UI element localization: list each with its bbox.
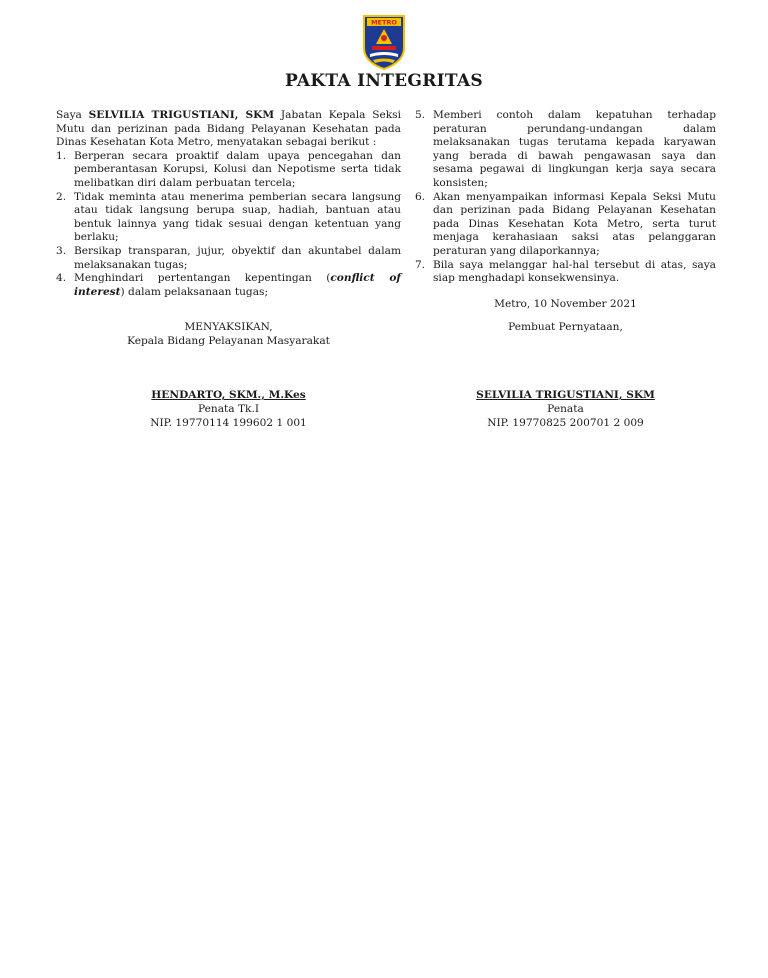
list-item: 5. Memberi contoh dalam kepatuhan terhadap peraturan perundang-undangan dalam melaksanakan tugas terutama kepada karyawan yang berada di bawah pengawasan saya dan sesama pegawai di lingkungan kerja saya secara konsisten; [415,109,716,189]
statement-list-left [56,150,401,300]
witness-signature [56,388,401,430]
list-item: 2. Tidak meminta atau menerima pemberian secara langsung atau tidak langsung berupa suap, hadiah, bantuan atau bentuk lainnya yang tidak sesuai dengan ketentuan yang berlaku; [56,190,401,244]
metro-city-emblem [362,14,406,70]
left-column [56,109,401,299]
declarant-name-inline: SELVILIA TRIGUSTIANI, SKM [88,109,275,121]
witness-nip: NIP. 19770114 199602 1 001 [150,417,307,429]
list-item: 7. Bila saya melanggar hal-hal tersebut di atas, saya siap menghadapi konsekwensinya. [415,258,716,285]
declarant-rank: Penata [547,403,584,415]
witness-rank: Penata Tk.I [197,403,260,415]
witness-block [56,320,401,348]
emblem-text: METRO [371,18,397,27]
declarant-signature [415,388,716,430]
date-line: Metro, 10 November 2021 [494,298,637,310]
witness-position: Kepala Bidang Pelayanan Masyarakat [127,335,330,347]
declarant-heading: Pembuat Pernyataan, [508,321,623,333]
intro-paragraph: Saya SELVILIA TRIGUSTIANI, SKM Jabatan Kepala Seksi Mutu dan perizinan pada Bidang Pelayanan Kesehatan pada Dinas Kesehatan Kota Metro, menyatakan sebagai berikut : [56,109,401,149]
declarant-nip: NIP. 19770825 200701 2 009 [487,417,644,429]
declarant-name: SELVILIA TRIGUSTIANI, SKM [476,389,655,401]
list-item: 4. Menghindari pertentangan kepentingan (conflict of interest) dalam pelaksanaan tugas; [56,272,401,298]
list-item: 6. Akan menyampaikan informasi Kepala Seksi Mutu dan perizinan pada Bidang Pelayanan Kesehatan pada Dinas Kesehatan Kota Metro, serta turut menjaga kerahasiaan saksi atas pelanggaran peraturan yang dilaporkannya; [415,190,716,257]
list-item: 3. Bersikap transparan, jujur, obyektif dan akuntabel dalam melaksanakan tugas; [56,244,401,271]
document-title: PAKTA INTEGRITAS [284,71,484,91]
right-column [415,109,716,286]
witness-heading: MENYAKSIKAN, [184,321,273,333]
witness-name: HENDARTO, SKM., M.Kes [151,389,306,401]
statement-list-right [415,109,716,286]
list-item: 1. Berperan secara proaktif dalam upaya pencegahan dan pemberantasan Korupsi, Kolusi dan Nepotisme serta tidak melibatkan diri dalam perbuatan tercela; [56,149,401,189]
